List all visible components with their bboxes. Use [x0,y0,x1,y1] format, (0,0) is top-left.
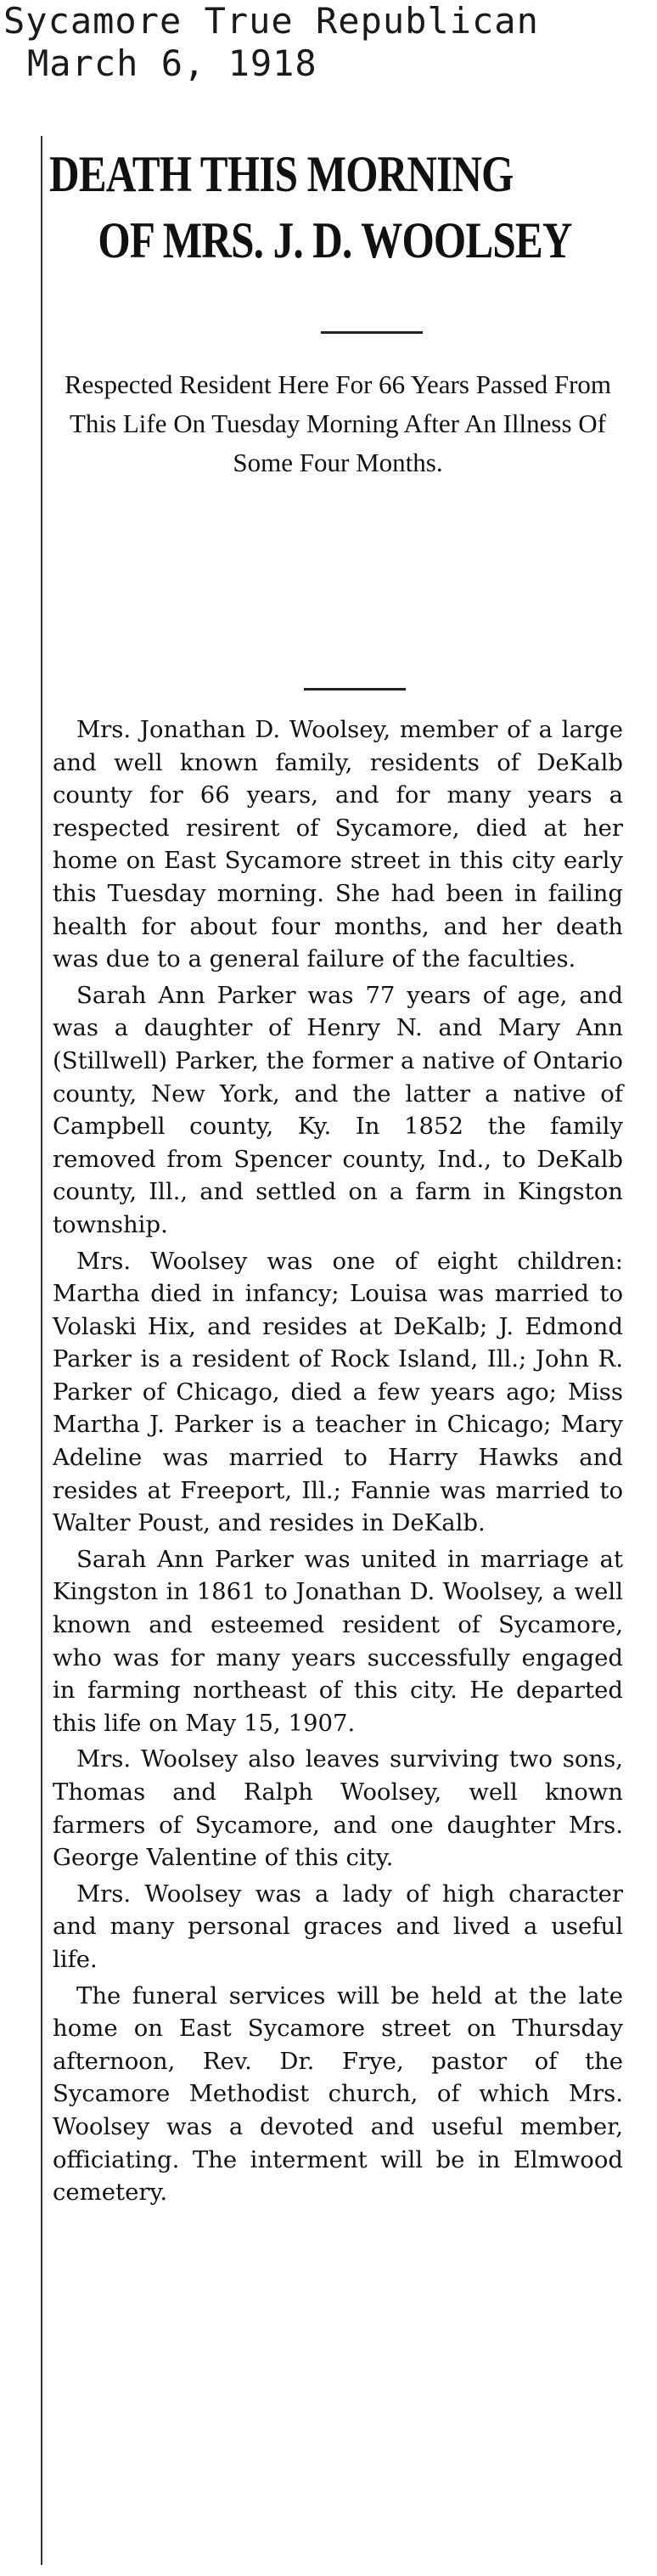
article-body [53,713,623,2212]
newspaper-name: Sycamore True Republican [3,0,539,42]
article-paragraph: Mrs. Woolsey also leaves surviving two sons, Thomas and Ralph Woolsey, well known farmers of Sycamore, and one daughter Mrs. George Valentine of this city. [53,1745,623,1872]
headline-line-1: DEATH THIS MORNING [49,146,514,202]
deck-divider [304,688,406,691]
article-paragraph: Sarah Ann Parker was 77 years of age, and was a daughter of Henry N. and Mary Ann (Stillwell) Parker, the former a native of Ontario county, New York, and the latter a native of Campbell county, Ky. In 1852 the family removed from Spencer county, Ind., to DeKalb county, Ill., and settled on a farm in Kingston township. [53,981,623,1238]
headline [49,141,572,273]
article-paragraph: Mrs. Jonathan D. Woolsey, member of a large and well known family, residents of DeKalb county for 66 years, and for many years a respected resirent of Sycamore, died at her home on East Sycamore street in this city early this Tuesday morning. She had been in failing health for about four months, and her death was due to a general failure of the faculties. [53,716,623,973]
publication-date: March 6, 1918 [27,42,317,84]
newspaper-clipping [41,127,626,2573]
headline-line-2: OF MRS. J. D. WOOLSEY [98,212,572,268]
subheadline-deck: Respected Resident Here For 66 Years Passed From This Life On Tuesday Morning After An Illness Of Some Four Months. [64,369,612,477]
article-paragraph: Mrs. Woolsey was one of eight children: Martha died in infancy; Louisa was married to Volaski Hix, and resides at DeKalb; J. Edmond Parker is a resident of Rock Island, Ill.; John R. Parker of Chicago, died a few years ago; Miss Martha J. Parker is a teacher in Chicago; Mary Adeline was married to Harry Hawks and resides at Freeport, Ill.; Fannie was married to Walter Poust, and resides in DeKalb. [53,1247,623,1537]
article-paragraph: Mrs. Woolsey was a lady of high character and many personal graces and lived a useful life. [53,1880,623,1973]
article-paragraph: The funeral services will be held at the late home on East Sycamore street on Thursday afternoon, Rev. Dr. Frye, pastor of the Sycamore Methodist church, of which Mrs. Woolsey was a devoted and useful member, officiating. The interment will be in Elmwood cemetery. [53,1981,623,2207]
clipping-caption [0,0,657,85]
article-paragraph: Sarah Ann Parker was united in marriage at Kingston in 1861 to Jonathan D. Woolsey, a well known and esteemed resident of Sycamore, who was for many years successfully engaged in farming northeast of this city. He departed this life on May 15, 1907. [53,1545,623,1737]
headline-divider [321,331,423,334]
column-rule [41,136,42,2565]
